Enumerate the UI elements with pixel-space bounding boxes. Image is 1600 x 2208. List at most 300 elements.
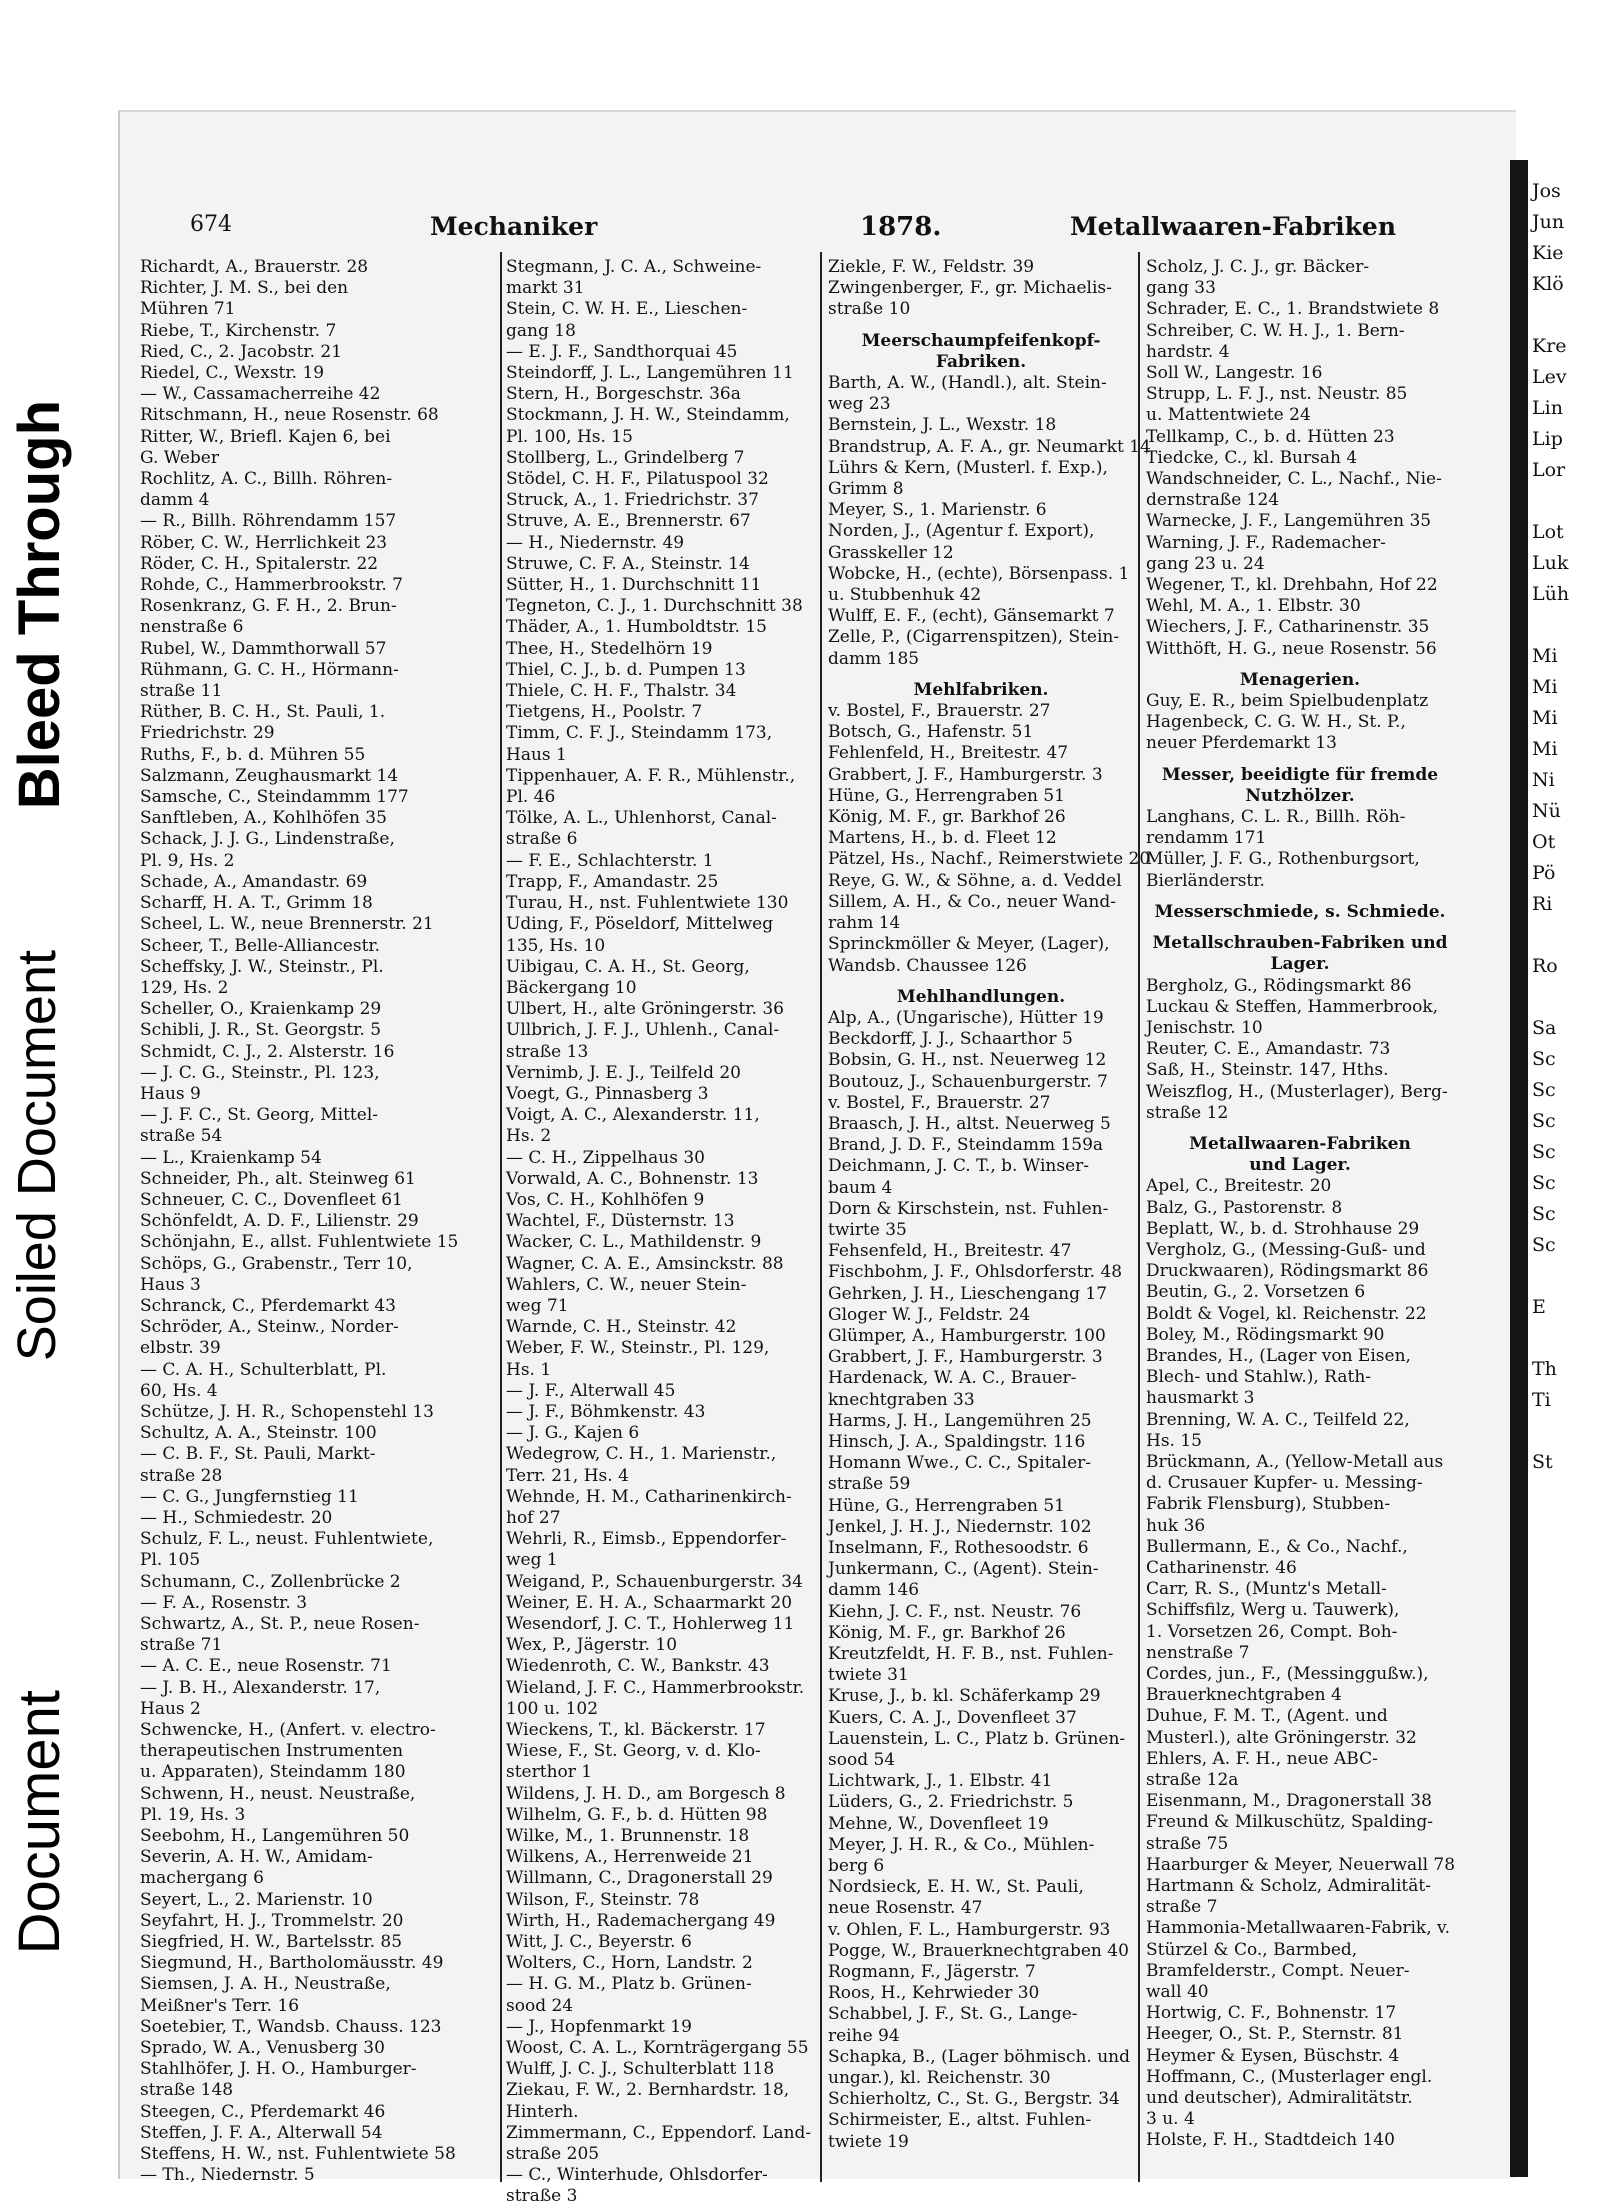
directory-entry: Hüne, G., Herrengraben 51 (828, 1495, 1065, 1516)
directory-column-3 (828, 257, 1151, 2187)
directory-entry: wall 40 (1146, 1982, 1209, 2003)
directory-entry: Vorwald, A. C., Bohnenstr. 13 (506, 1168, 759, 1189)
directory-entry: v. Bostel, F., Brauerstr. 27 (828, 701, 1051, 722)
directory-entry: Brauerknechtgraben 4 (1146, 1685, 1342, 1706)
section-spacer (1146, 923, 1454, 933)
directory-entry: Bergholz, G., Rödingsmarkt 86 (1146, 975, 1412, 996)
directory-entry: — C. G., Jungfernstieg 11 (140, 1486, 359, 1507)
section-heading: Metallschrauben-Fabriken und (1152, 933, 1448, 954)
directory-entry: Rogmann, F., Jägerstr. 7 (828, 1962, 1036, 1983)
directory-entry: Luckau & Steffen, Hammerbrook, (1146, 996, 1439, 1017)
directory-entry: Pl. 46 (506, 787, 556, 808)
directory-entry: Steffens, H. W., nst. Fuhlentwiete 58 (140, 2144, 456, 2165)
directory-entry: — J. F. C., St. Georg, Mittel- (140, 1105, 378, 1126)
directory-entry: Bullermann, E., & Co., Nachf., (1146, 1536, 1408, 1557)
directory-entry: hof 27 (506, 1507, 561, 1528)
directory-entry: Sprado, W. A., Venusberg 30 (140, 2038, 385, 2059)
facing-page-fragment: Pö (1532, 862, 1556, 884)
directory-entry: Wilke, M., 1. Brunnenstr. 18 (506, 1826, 750, 1847)
directory-entry: Weiszflog, H., (Musterlager), Berg- (1146, 1081, 1448, 1102)
directory-entry: twirte 35 (828, 1219, 907, 1240)
directory-entry: Röber, C. W., Herrlichkeit 23 (140, 532, 388, 553)
directory-entry: 60, Hs. 4 (140, 1380, 218, 1401)
facing-page-fragment: Sa (1532, 1017, 1557, 1039)
directory-entry: Stollberg, L., Grindelberg 7 (506, 447, 745, 468)
directory-entry: Holste, F. H., Stadtdeich 140 (1146, 2130, 1395, 2151)
directory-entry: Jenischstr. 10 (1146, 1017, 1263, 1038)
header-left-title: Mechaniker (430, 212, 598, 241)
section-heading: Meerschaumpfeifenkopf- (861, 330, 1101, 351)
facing-page-fragment: Sc (1532, 1203, 1556, 1225)
directory-entry: — J. G., Kajen 6 (506, 1423, 640, 1444)
directory-entry: Schade, A., Amandastr. 69 (140, 871, 368, 892)
directory-entry: Vergholz, G., (Messing-Guß- und (1146, 1239, 1426, 1260)
directory-entry: sood 24 (506, 1995, 574, 2016)
column-divider (1138, 252, 1140, 2182)
directory-entry: Meyer, J. H. R., & Co., Mühlen- (828, 1834, 1095, 1855)
facing-page-fragment: Luk (1532, 552, 1569, 574)
section-spacer (1146, 1124, 1454, 1134)
directory-entry: straße 12a (1146, 1770, 1239, 1791)
directory-entry: Schwenn, H., neust. Neustraße, (140, 1783, 416, 1804)
directory-entry: Witthöft, H. G., neue Rosenstr. 56 (1146, 638, 1437, 659)
directory-entry: 100 u. 102 (506, 1698, 599, 1719)
directory-entry: Thiele, C. H. F., Thalstr. 34 (506, 681, 737, 702)
section-heading: Metallwaaren-Fabriken (1189, 1133, 1411, 1154)
directory-entry: Schirmeister, E., altst. Fuhlen- (828, 2110, 1092, 2131)
directory-entry: — W., Cassamacherreihe 42 (140, 384, 381, 405)
facing-page-fragment: Th (1532, 1358, 1557, 1380)
facing-page-fragment: Lot (1532, 521, 1564, 543)
directory-entry: Wieland, J. F. C., Hammerbrookstr. (506, 1677, 805, 1698)
directory-entry: Schönjahn, E., allst. Fuhlentwiete 15 (140, 1232, 459, 1253)
directory-entry: Eisenmann, M., Dragonerstall 38 (1146, 1791, 1432, 1812)
directory-entry: — J., Hopfenmarkt 19 (506, 2016, 692, 2037)
directory-entry: Zwingenberger, F., gr. Michaelis- (828, 278, 1112, 299)
directory-entry: v. Ohlen, F. L., Hamburgerstr. 93 (828, 1919, 1111, 1940)
directory-entry: twiete 19 (828, 2131, 909, 2152)
directory-entry: straße 59 (828, 1474, 911, 1495)
directory-entry: Schabbel, J. F., St. G., Lange- (828, 2004, 1078, 2025)
directory-entry: König, M. F., gr. Barkhof 26 (828, 1622, 1066, 1643)
directory-entry: Severin, A. H. W., Amidam- (140, 1847, 373, 1868)
directory-entry: Jenkel, J. H. J., Niedernstr. 102 (828, 1516, 1092, 1537)
directory-entry: Scharff, H. A. T., Grimm 18 (140, 893, 373, 914)
directory-entry: Grasskeller 12 (828, 542, 954, 563)
directory-entry: Rohde, C., Hammerbrookstr. 7 (140, 575, 403, 596)
directory-entry: Lüders, G., 2. Friedrichstr. 5 (828, 1792, 1074, 1813)
directory-entry: Scheel, L. W., neue Brennerstr. 21 (140, 914, 434, 935)
directory-entry: Scheffsky, J. W., Steinstr., Pl. (140, 956, 384, 977)
directory-entry: Kuers, C. A. J., Dovenfleet 37 (828, 1707, 1077, 1728)
directory-entry: Wiese, F., St. Georg, v. d. Klo- (506, 1741, 761, 1762)
directory-entry: Haus 1 (506, 744, 567, 765)
directory-entry: v. Bostel, F., Brauerstr. 27 (828, 1092, 1051, 1113)
directory-entry: gang 23 u. 24 (1146, 553, 1265, 574)
directory-entry: Wehl, M. A., 1. Elbstr. 30 (1146, 596, 1361, 617)
directory-entry: Gloger W. J., Feldstr. 24 (828, 1304, 1031, 1325)
directory-entry: Strupp, L. F. J., nst. Neustr. 85 (1146, 384, 1408, 405)
directory-entry: straße 7 (1146, 1897, 1218, 1918)
directory-entry: Schreiber, C. W. H. J., 1. Bern- (1146, 320, 1405, 341)
section-spacer (1146, 660, 1454, 670)
directory-entry: Rochlitz, A. C., Billh. Röhren- (140, 469, 393, 490)
directory-entry: Boldt & Vogel, kl. Reichenstr. 22 (1146, 1303, 1427, 1324)
directory-entry: Zelle, P., (Cigarrenspitzen), Stein- (828, 627, 1120, 648)
facing-page-fragment: Mi (1532, 707, 1558, 729)
facing-page-fragment: Sc (1532, 1110, 1556, 1132)
directory-entry: Rühmann, G. C. H., Hörmann- (140, 659, 399, 680)
section-heading: Fabriken. (935, 351, 1027, 372)
directory-entry: Fehlenfeld, H., Breitestr. 47 (828, 743, 1069, 764)
directory-entry: Tellkamp, C., b. d. Hütten 23 (1146, 426, 1395, 447)
directory-entry: Ziekle, F. W., Feldstr. 39 (828, 257, 1035, 277)
directory-entry: Wiedenroth, C. W., Bankstr. 43 (506, 1656, 770, 1677)
directory-entry: twiete 31 (828, 1665, 909, 1686)
directory-entry: Heymer & Eysen, Büschstr. 4 (1146, 2045, 1400, 2066)
directory-entry: Scheller, O., Kraienkamp 29 (140, 999, 382, 1020)
directory-entry: — C. A. H., Schulterblatt, Pl. (140, 1359, 387, 1380)
directory-entry: Ritschmann, H., neue Rosenstr. 68 (140, 405, 439, 426)
directory-entry: straße 148 (140, 2080, 234, 2101)
facing-page-fragment: Jos (1532, 180, 1561, 202)
directory-entry: Stahlhöfer, J. H. O., Hamburger- (140, 2059, 417, 2080)
facing-page-fragment: Lin (1532, 397, 1563, 419)
directory-entry: Brandes, H., (Lager von Eisen, (1146, 1345, 1411, 1366)
directory-entry: Wacker, C. L., Mathildenstr. 9 (506, 1232, 762, 1253)
directory-entry: Bramfelderstr., Compt. Neuer- (1146, 1960, 1410, 1981)
directory-entry: Ulbert, H., alte Gröningerstr. 36 (506, 999, 784, 1020)
stamp-document: Document (7, 1690, 72, 1955)
directory-entry: Brenning, W. A. C., Teilfeld 22, (1146, 1409, 1410, 1430)
directory-entry: — F. A., Rosenstr. 3 (140, 1592, 308, 1613)
directory-entry: Schibli, J. R., St. Georgstr. 5 (140, 1020, 382, 1041)
directory-entry: Stegmann, J. C. A., Schweine- (506, 257, 762, 277)
section-heading: Messerschmiede, s. Schmiede. (1154, 901, 1446, 922)
directory-entry: Schröder, A., Steinw., Norder- (140, 1317, 399, 1338)
facing-page-fragment: Lev (1532, 366, 1567, 388)
directory-entry: Mühren 71 (140, 299, 236, 320)
directory-entry: Saß, H., Steinstr. 147, Hths. (1146, 1060, 1389, 1081)
directory-entry: knechtgraben 33 (828, 1389, 975, 1410)
directory-entry: machergang 6 (140, 1868, 264, 1889)
directory-entry: Blech- und Stahlw.), Rath- (1146, 1367, 1372, 1388)
section-heading: Menagerien. (1239, 669, 1361, 690)
directory-entry: Soetebier, T., Wandsb. Chauss. 123 (140, 2016, 442, 2037)
directory-entry: Seyfahrt, H. J., Trommelstr. 20 (140, 1910, 404, 1931)
directory-entry: Tietgens, H., Poolstr. 7 (506, 702, 703, 723)
directory-entry: Sillem, A. H., & Co., neuer Wand- (828, 891, 1117, 912)
directory-entry: Thee, H., Stedelhörn 19 (506, 638, 713, 659)
directory-entry: Ritter, W., Briefl. Kajen 6, bei (140, 426, 391, 447)
directory-entry: Pl. 19, Hs. 3 (140, 1804, 246, 1825)
directory-entry: markt 31 (506, 278, 585, 299)
directory-entry: Wehnde, H. M., Catharinenkirch- (506, 1486, 792, 1507)
section-spacer (828, 321, 1134, 331)
directory-entry: Wilkens, A., Herrenweide 21 (506, 1847, 754, 1868)
directory-entry: Hagenbeck, C. G. W. H., St. P., (1146, 712, 1406, 733)
directory-entry: Thiel, C. J., b. d. Pumpen 13 (506, 659, 746, 680)
directory-entry: elbstr. 39 (140, 1338, 221, 1359)
directory-entry: Ziekau, F. W., 2. Bernhardstr. 18, (506, 2080, 790, 2101)
directory-entry: Barth, A. W., (Handl.), alt. Stein- (828, 373, 1107, 394)
directory-entry: hardstr. 4 (1146, 341, 1230, 362)
directory-entry: Ruths, F., b. d. Mühren 55 (140, 744, 366, 765)
directory-entry: — R., Billh. Röhrendamm 157 (140, 511, 397, 532)
directory-entry: Wegener, T., kl. Drehbahn, Hof 22 (1146, 575, 1438, 596)
directory-entry: Richardt, A., Brauerstr. 28 (140, 257, 369, 277)
directory-entry: Wirth, H., Rademachergang 49 (506, 1910, 776, 1931)
directory-entry: Haus 2 (140, 1698, 201, 1719)
directory-entry: Struck, A., 1. Friedrichstr. 37 (506, 490, 759, 511)
directory-entry: reihe 94 (828, 2025, 900, 2046)
facing-page-fragment: Kie (1532, 242, 1564, 264)
directory-entry: Brückmann, A., (Yellow-Metall aus (1146, 1451, 1444, 1472)
directory-entry: Harms, J. H., Langemühren 25 (828, 1410, 1092, 1431)
page-number: 674 (190, 212, 232, 237)
directory-entry: G. Weber (140, 447, 219, 468)
facing-page-fragment: Mi (1532, 645, 1558, 667)
directory-entry: Struwe, C. F. A., Steinstr. 14 (506, 553, 750, 574)
directory-entry: u. Mattentwiete 24 (1146, 405, 1311, 426)
directory-entry: Pl. 9, Hs. 2 (140, 850, 235, 871)
directory-entry: Mehne, W., Dovenfleet 19 (828, 1813, 1049, 1834)
facing-page-fragment: Ot (1532, 831, 1556, 853)
facing-page-fragment: Lor (1532, 459, 1566, 481)
directory-entry: — H., Schmiedestr. 20 (140, 1507, 333, 1528)
directory-entry: straße 3 (506, 2186, 578, 2207)
facing-page-fragment: Ro (1532, 955, 1558, 977)
directory-entry: Siegmund, H., Bartholomäusstr. 49 (140, 1953, 444, 1974)
directory-entry: Hüne, G., Herrengraben 51 (828, 785, 1065, 806)
directory-entry: baum 4 (828, 1177, 893, 1198)
section-spacer (828, 670, 1134, 680)
directory-entry: Haarburger & Meyer, Neuerwall 78 (1146, 1854, 1456, 1875)
facing-page-fragment: Mi (1532, 738, 1558, 760)
directory-entry: Scheer, T., Belle-Alliancestr. (140, 935, 381, 956)
directory-entry: Hoffmann, C., (Musterlager engl. (1146, 2066, 1433, 2087)
directory-entry: Struve, A. E., Brennerstr. 67 (506, 511, 751, 532)
directory-entry: — C. B. F., St. Pauli, Markt- (140, 1444, 376, 1465)
directory-entry: straße 205 (506, 2144, 600, 2165)
directory-entry: Wandschneider, C. L., Nachf., Nie- (1146, 469, 1442, 490)
directory-entry: Lührs & Kern, (Musterl. f. Exp.), (828, 457, 1108, 478)
directory-entry: Schack, J. J. G., Lindenstraße, (140, 829, 395, 850)
directory-entry: Hartmann & Scholz, Admiralität- (1146, 1876, 1431, 1897)
directory-entry: Stein, C. W. H. E., Lieschen- (506, 299, 748, 320)
directory-entry: Bernstein, J. L., Wexstr. 18 (828, 415, 1057, 436)
directory-entry: Friedrichstr. 29 (140, 723, 275, 744)
directory-entry: Musterl.), alte Gröningerstr. 32 (1146, 1727, 1417, 1748)
directory-entry: damm 185 (828, 648, 920, 669)
directory-entry: Turau, H., nst. Fuhlentwiete 130 (506, 893, 789, 914)
section-spacer (1146, 755, 1454, 765)
directory-column-1 (140, 257, 496, 2187)
facing-page-fragment: Klö (1532, 273, 1564, 295)
directory-entry: Stürzel & Co., Barmbed, (1146, 1939, 1358, 1960)
directory-entry: Weiner, E. H. A., Schaarmarkt 20 (506, 1592, 793, 1613)
directory-entry: d. Crusauer Kupfer- u. Messing- (1146, 1473, 1423, 1494)
directory-entry: — F. E., Schlachterstr. 1 (506, 850, 714, 871)
directory-entry: hausmarkt 3 (1146, 1388, 1255, 1409)
directory-entry: Röder, C. H., Spitalerstr. 22 (140, 553, 379, 574)
directory-entry: Ullbrich, J. F. J., Uhlenh., Canal- (506, 1020, 780, 1041)
directory-entry: Terr. 21, Hs. 4 (506, 1465, 629, 1486)
directory-entry: Martens, H., b. d. Fleet 12 (828, 828, 1057, 849)
directory-entry: weg 71 (506, 1295, 569, 1316)
directory-entry: Inselmann, F., Rothesoodstr. 6 (828, 1537, 1089, 1558)
directory-entry: Schapka, B., (Lager böhmisch. und (828, 2046, 1131, 2067)
facing-page-fragment: E (1532, 1296, 1546, 1318)
directory-entry: Reuter, C. E., Amandastr. 73 (1146, 1039, 1391, 1060)
directory-entry: Grabbert, J. F., Hamburgerstr. 3 (828, 764, 1103, 785)
directory-entry: Tippenhauer, A. F. R., Mühlenstr., (506, 765, 796, 786)
directory-entry: Rüther, B. C. H., St. Pauli, 1. (140, 702, 386, 723)
directory-entry: Steindorff, J. L., Langemühren 11 (506, 363, 794, 384)
directory-column-4 (1146, 257, 1454, 2187)
directory-entry: Wulff, J. C. J., Schulterblatt 118 (506, 2059, 775, 2080)
directory-entry: Tölke, A. L., Uhlenhorst, Canal- (506, 808, 777, 829)
directory-entry: Trapp, F., Amandastr. 25 (506, 871, 719, 892)
facing-page-fragment: Lüh (1532, 583, 1570, 605)
directory-entry: therapeutischen Instrumenten (140, 1741, 404, 1762)
directory-entry: Zimmermann, C., Eppendorf. Land- (506, 2122, 812, 2143)
directory-entry: Soll W., Langestr. 16 (1146, 363, 1323, 384)
directory-entry: Weigand, P., Schauenburgerstr. 34 (506, 1571, 803, 1592)
directory-entry: Wilson, F., Steinstr. 78 (506, 1889, 700, 1910)
directory-entry: Schranck, C., Pferdemarkt 43 (140, 1295, 396, 1316)
directory-entry: Homann Wwe., C. C., Spitaler- (828, 1453, 1092, 1474)
facing-page-fragment: Sc (1532, 1141, 1556, 1163)
directory-entry: Beckdorff, J. J., Schaarthor 5 (828, 1029, 1073, 1050)
directory-entry: Fischbohm, J. F., Ohlsdorferstr. 48 (828, 1262, 1123, 1283)
directory-entry: Haus 3 (140, 1274, 201, 1295)
directory-entry: Stern, H., Borgeschstr. 36a (506, 384, 741, 405)
stamp-soiled-document: Soiled Document (7, 950, 67, 1362)
facing-page-fragment: Nü (1532, 800, 1561, 822)
directory-entry: Voegt, G., Pinnasberg 3 (506, 1083, 709, 1104)
directory-entry: Pl. 100, Hs. 15 (506, 426, 633, 447)
directory-entry: Wiechers, J. F., Catharinenstr. 35 (1146, 617, 1430, 638)
directory-entry: Freund & Milkuschütz, Spalding- (1146, 1812, 1433, 1833)
directory-entry: — J. F., Alterwall 45 (506, 1380, 676, 1401)
section-spacer (1146, 892, 1454, 902)
directory-entry: Schiffsfilz, Werg u. Tauwerk), (1146, 1600, 1400, 1621)
directory-entry: Warning, J. F., Rademacher- (1146, 532, 1386, 553)
directory-entry: Siemsen, J. A. H., Neustraße, (140, 1974, 391, 1995)
directory-entry: Wieckens, T., kl. Bäckerstr. 17 (506, 1720, 766, 1741)
column-divider (500, 252, 502, 2182)
directory-entry: Alp, A., (Ungarische), Hütter 19 (828, 1007, 1104, 1028)
directory-entry: straße 11 (140, 681, 223, 702)
directory-entry: Schneider, Ph., alt. Steinweg 61 (140, 1168, 416, 1189)
directory-entry: Witt, J. C., Beyerstr. 6 (506, 1932, 692, 1953)
directory-entry: Junkermann, C., (Agent). Stein- (828, 1559, 1099, 1580)
section-heading: Nutzhölzer. (1245, 785, 1355, 806)
directory-entry: Seebohm, H., Langemühren 50 (140, 1826, 410, 1847)
directory-entry: Willmann, C., Dragonerstall 29 (506, 1868, 773, 1889)
directory-entry: Wolters, C., Horn, Landstr. 2 (506, 1953, 753, 1974)
directory-entry: rahm 14 (828, 913, 901, 934)
directory-entry: straße 75 (1146, 1833, 1229, 1854)
scanned-page (118, 110, 1516, 2207)
directory-entry: Stockmann, J. H. W., Steindamm, (506, 405, 790, 426)
directory-entry: Roos, H., Kehrwieder 30 (828, 1983, 1040, 2004)
directory-entry: Lauenstein, L. C., Platz b. Grünen- (828, 1728, 1126, 1749)
facing-page-fragment: Ti (1532, 1389, 1551, 1411)
directory-entry: Hs. 15 (1146, 1430, 1202, 1451)
facing-page-fragment: St (1532, 1451, 1553, 1473)
directory-entry: Ried, C., 2. Jacobstr. 21 (140, 341, 343, 362)
directory-entry: straße 28 (140, 1465, 223, 1486)
directory-entry: Rosenkranz, G. F. H., 2. Brun- (140, 596, 397, 617)
section-heading: Mehlhandlungen. (896, 986, 1066, 1007)
directory-entry: sood 54 (828, 1750, 896, 1771)
directory-entry: und deutscher), Admiralitätstr. (1146, 2088, 1413, 2109)
directory-entry: weg 23 (828, 394, 891, 415)
directory-entry: Schultz, A. A., Steinstr. 100 (140, 1423, 377, 1444)
directory-entry: König, M. F., gr. Barkhof 26 (828, 807, 1066, 828)
directory-entry: Müller, J. F. G., Rothenburgsort, (1146, 849, 1420, 870)
directory-entry: Sanftleben, A., Kohlhöfen 35 (140, 808, 387, 829)
directory-entry: Duhue, F. M. T., (Agent. und (1146, 1706, 1388, 1727)
directory-entry: Fabrik Flensburg), Stubben- (1146, 1494, 1391, 1515)
directory-entry: Lichtwark, J., 1. Elbstr. 41 (828, 1771, 1053, 1792)
directory-entry: Deichmann, J. C. T., b. Winser- (828, 1156, 1090, 1177)
facing-page-fragment: Sc (1532, 1048, 1556, 1070)
directory-entry: — C. H., Zippelhaus 30 (506, 1147, 705, 1168)
directory-entry: Bäckergang 10 (506, 977, 637, 998)
directory-entry: Tegneton, C. J., 1. Durchschnitt 38 (506, 596, 803, 617)
directory-entry: Pl. 105 (140, 1550, 201, 1571)
column-divider (820, 252, 822, 2182)
facing-page-edge (1528, 160, 1600, 2177)
directory-entry: Wex, P., Jägerstr. 10 (506, 1635, 678, 1656)
directory-entry: Hortwig, C. F., Bohnenstr. 17 (1146, 2003, 1397, 2024)
directory-entry: Wachtel, F., Düsternstr. 13 (506, 1211, 735, 1232)
directory-entry: Schmidt, C. J., 2. Alsterstr. 16 (140, 1041, 395, 1062)
directory-entry: Timm, C. F. J., Steindamm 173, (506, 723, 773, 744)
directory-entry: Guy, E. R., beim Spielbudenplatz (1146, 691, 1429, 712)
directory-entry: Reye, G. W., & Söhne, a. d. Veddel (828, 870, 1122, 891)
directory-entry: straße 12 (1146, 1102, 1229, 1123)
directory-entry: Schulz, F. L., neust. Fuhlentwiete, (140, 1529, 434, 1550)
directory-entry: — A. C. E., neue Rosenstr. 71 (140, 1656, 392, 1677)
directory-entry: Hs. 2 (506, 1126, 552, 1147)
directory-entry: Wahlers, C. W., neuer Stein- (506, 1274, 747, 1295)
book-gutter (1510, 160, 1528, 2177)
directory-entry: — Th., Niedernstr. 5 (140, 2165, 315, 2186)
directory-entry: Grabbert, J. F., Hamburgerstr. 3 (828, 1347, 1103, 1368)
directory-entry: Schumann, C., Zollenbrücke 2 (140, 1571, 401, 1592)
directory-entry: u. Stubbenhuk 42 (828, 585, 982, 606)
directory-entry: Hinterh. (506, 2101, 579, 2122)
facing-page-fragment: Ri (1532, 893, 1553, 915)
directory-entry: damm 146 (828, 1580, 920, 1601)
directory-entry: Wehrli, R., Eimsb., Eppendorfer- (506, 1529, 787, 1550)
directory-entry: Boutouz, J., Schauenburgerstr. 7 (828, 1071, 1108, 1092)
directory-entry: Wildens, J. H. D., am Borgesch 8 (506, 1783, 786, 1804)
directory-entry: weg 1 (506, 1550, 558, 1571)
directory-entry: Riebe, T., Kirchenstr. 7 (140, 320, 337, 341)
directory-entry: — J. F., Böhmkenstr. 43 (506, 1401, 706, 1422)
directory-entry: Scholz, J. C. J., gr. Bäcker- (1146, 257, 1370, 277)
directory-column-2 (506, 257, 816, 2207)
directory-entry: Schwencke, H., (Anfert. v. electro- (140, 1720, 436, 1741)
directory-entry: — J. B. H., Alexanderstr. 17, (140, 1677, 381, 1698)
directory-entry: Wagner, C. A. E., Amsinckstr. 88 (506, 1253, 784, 1274)
directory-entry: Schwartz, A., St. P., neue Rosen- (140, 1614, 420, 1634)
